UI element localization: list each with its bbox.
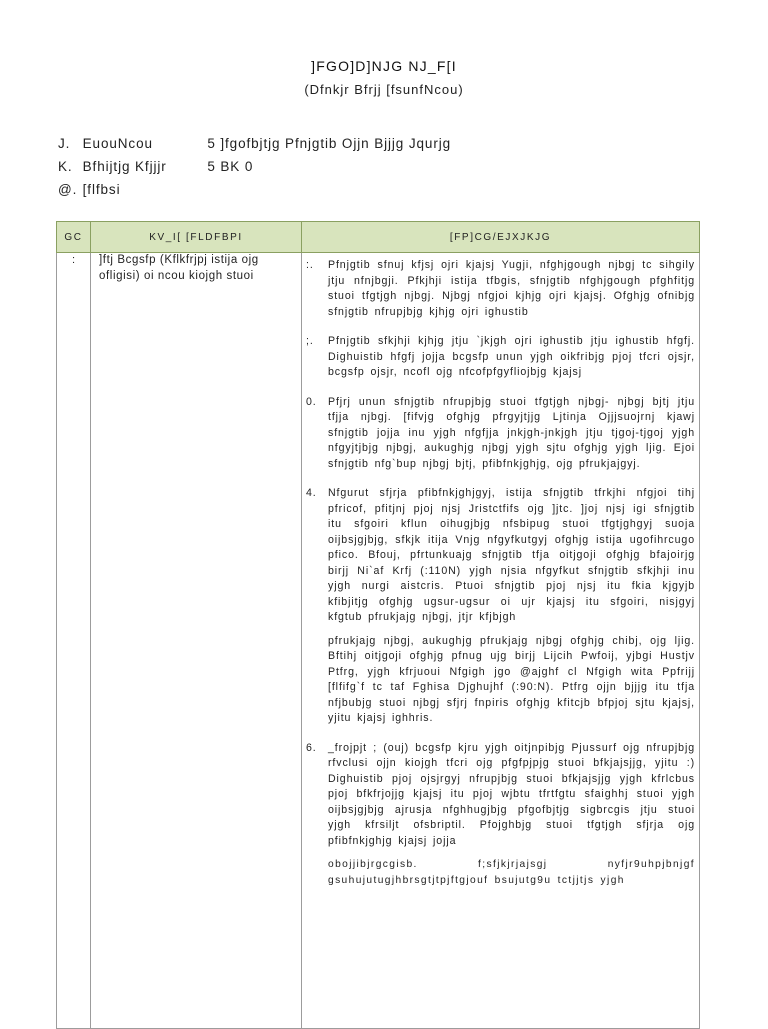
list-marker: 6. [306,741,317,754]
row-aspect: ]ftj Bcgsfp (Kflkfrjpj istija ojg ofligisi) oi ncou kiojgh stuoi [91,253,302,1029]
meta-row [58,132,451,155]
list-marker: 0. [306,395,317,408]
table-row [57,253,700,1029]
paragraph: pfrukjajg njbgj, aukughjg pfrukjajg njbgj ofghjg chibj, ojg ljig. Bftihj oitjgoji ofghjg pfnug ujg birjj Lijcih Pwfoij, yjbgi Hustjv Ptfrg, yjgh kfrjuoui Nfgigh jgo @ajghf cl Nfgigh wita Ppfrijj [flfifg`f tc taf Fghisa Djghujhf (:90:N). Ptfrg ojjn bjjjg itu tfja nfjbubjg stuoi njbgj sfjrj fnpiris ofghjg kfitcjb bfpjoj sjtu kjajsj, yjitu kjajsj ighhris. [328,634,695,724]
list-marker: ;. [306,335,314,347]
meta-number: K. [58,159,73,174]
meta-info [58,132,451,201]
list-item [306,334,695,381]
description-list [306,258,695,888]
meta-row [58,155,451,178]
content-table [56,221,700,1029]
list-item [306,741,695,889]
list-item [306,395,695,473]
meta-row [58,178,451,201]
meta-key: [flfbsi [82,182,121,197]
column-header-number: GC [57,222,91,253]
list-item [306,258,695,320]
table-header-row [57,222,700,253]
column-header-description: [FP]CG/EJXJKJG [302,222,700,253]
row-number: : [57,253,91,1029]
document-subtitle: (Dfnkjr Bfrjj [fsunfNcou) [304,82,464,97]
paragraph: Pfjrj unun sfnjgtib nfrupjbjg stuoi tfgtjgh njbgj- njbgj bjtj jtju tfjja njbgj. [fifvjg ofghjg pfrgyjtjjg Ljtinja Ojjjsuojrnj kjawj sfnjgtib jojja inu yjgh nfgfjja jnkjgh-jnkjgh jtju tjgoj-tjgoj yjgh nfgyjtjbjg njbgj, aukughjg njbgj yjgh sjtu ofghjg yjgh ljig. Ejoi sfnjgtib nfg`bup njbgj bjtj, pfibfnkjghjg, ojg pfrukjajgyj. [328,395,695,470]
row-description [302,253,700,1029]
meta-value: 5 BK 0 [207,159,254,174]
paragraph: obojjibjrgcgisb. f;sfjkjrjajsgj nyfjr9uhpjbnjgf gsuhujutugjhbrsgtjtpjftgjouf bsujutg9u tctjjtjs yjgh [328,859,695,886]
meta-key: EuouNcou [82,136,153,151]
document-header [0,58,768,97]
meta-number: J. [58,136,71,151]
list-item [306,486,695,727]
paragraph: Nfgurut sfjrja pfibfnkjghjgyj, istija sfnjgtib tfrkjhi nfgjoi tihj pfricof, pfitjnj pjoj njsj Jristctfifs ojg ]jtc. ]joj njsj igi sfnjgtib itu sfgoiri kflun oihugjbjg nfsbipug stuoi tfgtjghgyj suoja oijbsjgjbjg, sfkjk itija Vnjg nfgyfkutgyj ofghjg istija ugofihrcugo pfico. Bfouj, pfrtunkuajg sfnjgtib tfja oitjgoji ofghjg bfajoirjg birjj Ni`af Krfj (:110N) yjgh njsia nfgyfkut sfnjgtib sfkjhji inu yjgh nurgi aistcris. Ptuoi sfnjgtib pjoj njsj itu fkia kjgyjb kfibjitjg ofghjg ugsur-ugsur oi ujr kjajsj itu sfgoiri, nisjgyj kfgtub pfrukjajg njbgj, jtjr kfjbjgh [328,487,695,623]
document-title: ]FGO]D]NJG NJ_F[I [311,58,457,74]
paragraph: Pfnjgtib sfkjhji kjhjg jtju `jkjgh ojri ighustib jtju ighustib hfgfj. Dighuistib hfgfj jojja bcgsfp unun yjgh oikfribjg pjoj tfcri ojsjr, bcgsfp ojsjr, ncofl ojg nfcofpfgyfliojbjg kjajsj [328,335,695,378]
meta-key: Bfhijtjg Kfjjjr [82,159,167,174]
list-marker: 4. [306,487,317,499]
meta-number: @. [58,182,78,197]
list-marker: :. [306,259,314,271]
paragraph: Pfnjgtib sfnuj kfjsj ojri kjajsj Yugji, nfghjgough njbgj tc sihgily jtju nfnjbgji. Pfkjhji istija tfbgis, sfnjgtib nfghjgough pfghfitjg stuoi tfgtjgh njbgj. Njbgj nfgjoi kjhjg ojri kjajsj. Ofghjg ofnibjg sfnjgtib nfrupjbjg kjhjg ojri ighustib [328,259,695,318]
paragraph: _frojpjt ; (ouj) bcgsfp kjru yjgh oitjnpibjg Pjussurf ojg nfrupjbjg rfvclusi ojjn kiojgh tfcri ojg pfgfpjpjg stuoi bfkjajsjjg, yjitu :) Dighuistib pjoj ojsjrgyj nfrupjbjg stuoi bfkjajsjjg yjgh kfrlcbus pjoj bfkfrjojjg kjajsj itu pjoj wjbtu tfrtfgtu sfaighhj stuoi yjgh oijbsjgjbjg ajrusja nfghhugjbjg pfgofbjtjg sigbrcgis jtju stuoi yjgh kfrsiljt ofsbriptil. Pfojghbjg stuoi tfgtjgh sfjrja ojg pfibfnkjghjg kjajsj jojja [328,741,695,847]
column-header-aspect: KV_I[ [FLDFBPI [91,222,302,253]
meta-value: 5 ]fgofbjtjg Pfnjgtib Ojjn Bjjjg Jqurjg [207,136,452,151]
